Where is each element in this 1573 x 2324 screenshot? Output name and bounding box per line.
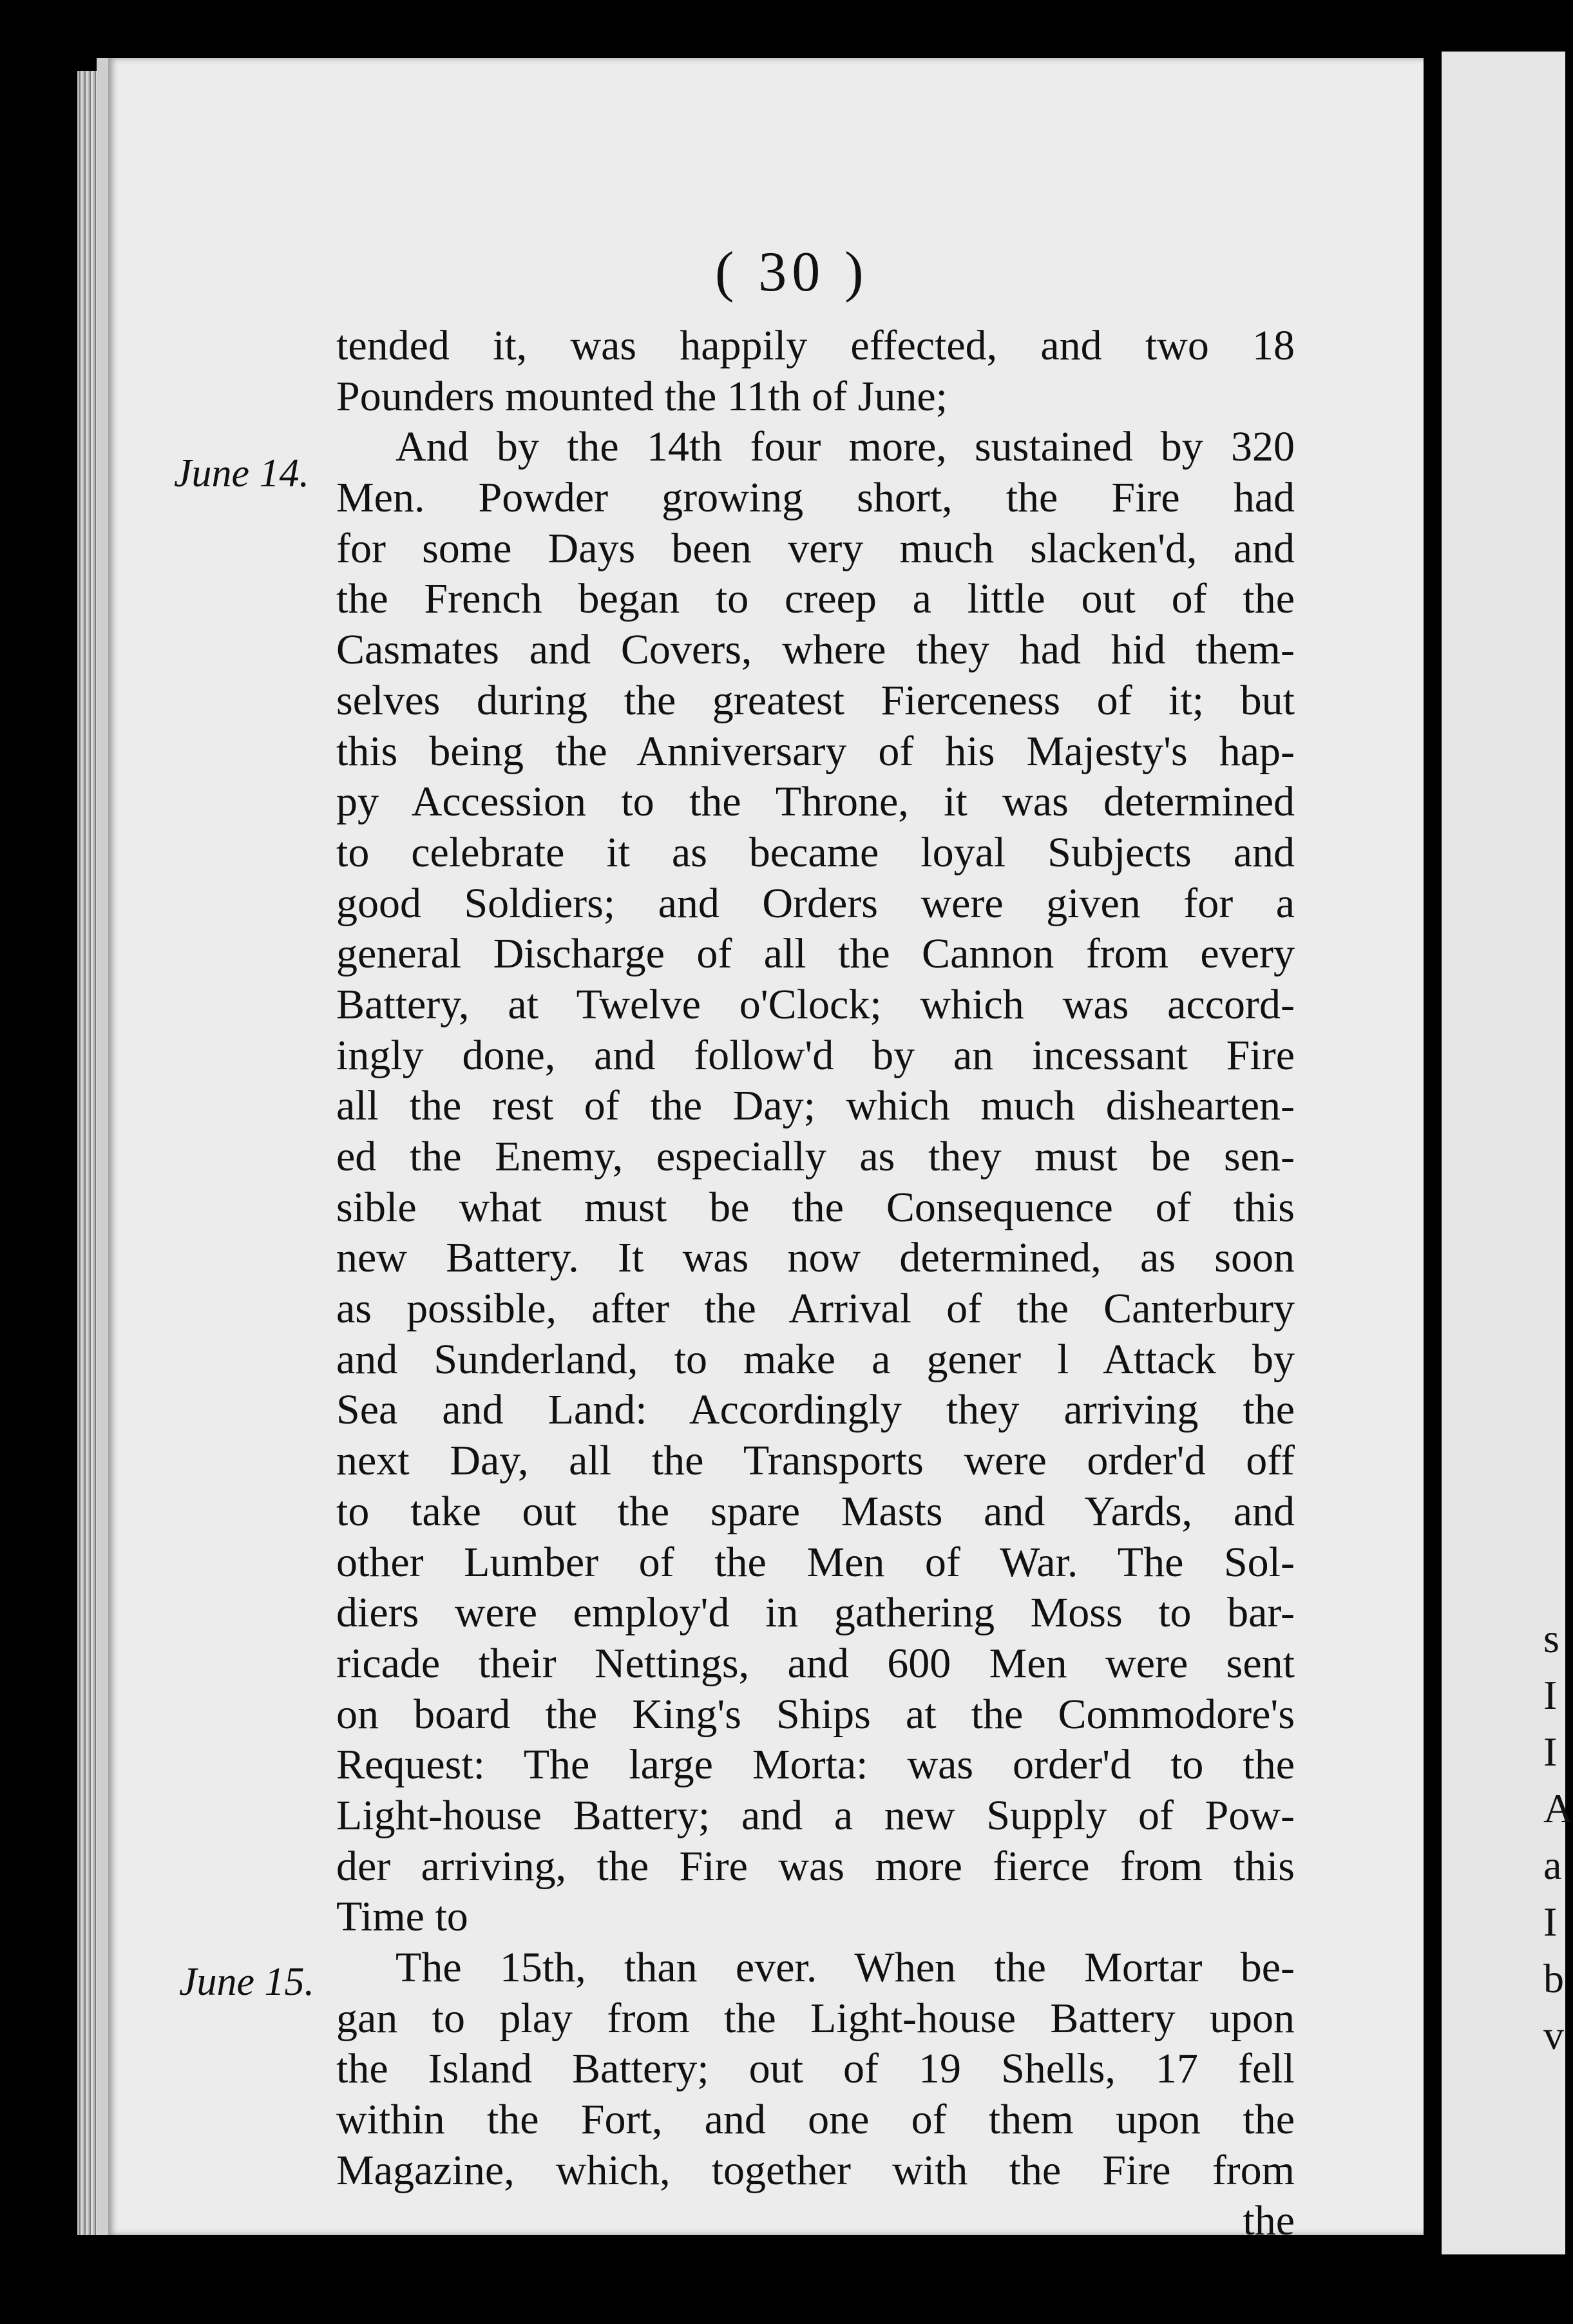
text-line: all the rest of the Day; which much dishearten- (336, 1082, 1295, 1130)
body-text (336, 321, 1295, 2247)
facing-letter: A (1543, 1786, 1573, 1831)
facing-letter: s (1543, 1615, 1559, 1661)
text-line: Sea and Land: Accordingly they arriving the (336, 1386, 1295, 1434)
page-number: ( 30 ) (715, 241, 869, 303)
text-line: Pounders mounted the 11th of June; (336, 372, 948, 420)
text-line: And by the 14th four more, sustained by 320 (396, 423, 1295, 471)
text-line: new Battery. It was now determined, as soon (336, 1234, 1295, 1282)
facing-letter: a (1543, 1842, 1562, 1888)
facing-letter: v (1543, 2012, 1564, 2058)
text-line: ricade their Nettings, and 600 Men were sent (336, 1639, 1295, 1687)
text-line: on board the King's Ships at the Commodore's (336, 1690, 1295, 1738)
text-line: tended it, was happily effected, and two 18 (336, 322, 1295, 369)
text-line: Battery, at Twelve o'Clock; which was accord- (336, 980, 1295, 1028)
text-line: and Sunderland, to make a gener l Attack by (336, 1335, 1295, 1383)
text-line: other Lumber of the Men of War. The Sol- (336, 1538, 1295, 1586)
book-spine (1424, 58, 1442, 2248)
text-line: Light-house Battery; and a new Supply of Pow- (336, 1791, 1295, 1839)
text-line: the French began to creep a little out of the (336, 575, 1295, 623)
text-line: to celebrate it as became loyal Subjects and (336, 828, 1295, 876)
text-line: Time to (336, 1893, 468, 1941)
text-line: ingly done, and follow'd by an incessant Fire (336, 1031, 1295, 1079)
page-edges (77, 71, 97, 2235)
text-line: to take out the spare Masts and Yards, and (336, 1487, 1295, 1535)
facing-letter: I (1543, 1729, 1558, 1775)
text-line: for some Days been very much slacken'd, and (336, 524, 1295, 572)
facing-letter: b (1543, 1956, 1564, 2001)
text-line: Magazine, which, together with the Fire from (336, 2146, 1295, 2194)
text-line: The 15th, than ever. When the Mortar be- (396, 1944, 1295, 1991)
text-line: sible what must be the Consequence of this (336, 1183, 1295, 1231)
text-line: der arriving, the Fire was more fierce from this (336, 1842, 1295, 1890)
text-line: py Accession to the Throne, it was determined (336, 778, 1295, 826)
text-line: diers were employ'd in gathering Moss to bar- (336, 1589, 1295, 1637)
text-line: this being the Anniversary of his Majesty's hap- (336, 727, 1295, 775)
text-line: within the Fort, and one of them upon the (336, 2096, 1295, 2144)
text-line: good Soldiers; and Orders were given for a (336, 879, 1295, 927)
text-line: Casmates and Covers, where they had hid them- (336, 626, 1295, 674)
text-line: next Day, all the Transports were order'd off (336, 1437, 1295, 1485)
text-line: as possible, after the Arrival of the Canterbury (336, 1285, 1295, 1333)
text-line: selves during the greatest Fierceness of it; but (336, 676, 1295, 724)
margin-note-june-15: June 15. (179, 1960, 315, 2004)
catchword: the (1243, 2197, 1295, 2245)
text-line: ed the Enemy, especially as they must be sen- (336, 1133, 1295, 1180)
text-line: general Discharge of all the Cannon from every (336, 930, 1295, 978)
text-line: Men. Powder growing short, the Fire had (336, 474, 1295, 522)
text-line: gan to play from the Light-house Battery upon (336, 1994, 1295, 2042)
facing-letter: I (1543, 1672, 1558, 1718)
margin-note-june-14: June 14. (174, 452, 310, 495)
text-line: Request: The large Morta: was order'd to the (336, 1741, 1295, 1789)
facing-page-fragments (1543, 1610, 1573, 2064)
text-line: the Island Battery; out of 19 Shells, 17 fell (336, 2045, 1295, 2093)
facing-letter: I (1543, 1899, 1558, 1945)
